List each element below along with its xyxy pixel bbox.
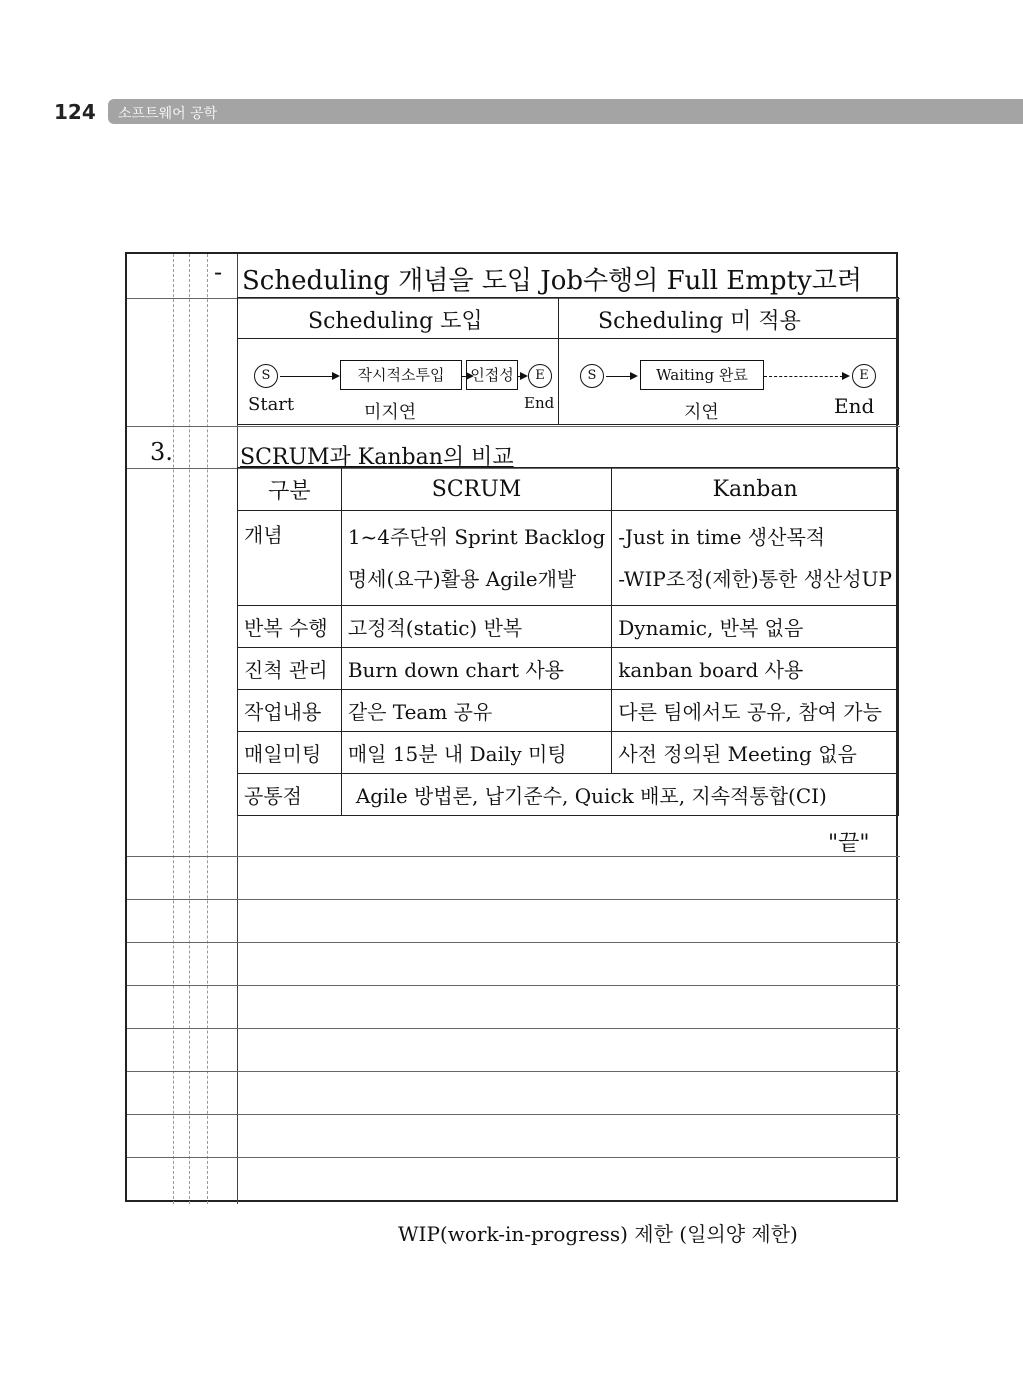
table-cell: kanban board 사용 <box>612 648 899 690</box>
page-header <box>0 98 1023 128</box>
table-header-row <box>238 468 899 511</box>
end-label: End <box>834 394 875 418</box>
page-number: 124 <box>54 100 96 124</box>
column-header: 구분 <box>238 468 342 511</box>
end-mark: "끝" <box>828 831 870 856</box>
flow-caption: 지연 <box>684 402 719 423</box>
table-row <box>238 690 899 732</box>
arrow-icon <box>518 376 526 377</box>
bullet-dash: - <box>214 258 223 286</box>
cell-line: 1~4주단위 Sprint Backlog <box>347 525 606 549</box>
common-points-cell: Agile 방법론, 납기준수, Quick 배포, 지속적통합(CI) <box>341 774 898 816</box>
table-cell: Burn down chart 사용 <box>341 648 611 690</box>
book-title: 소프트웨어 공학 <box>118 106 218 122</box>
comparison-heading: SCRUM과 Kanban의 비교 <box>240 445 514 470</box>
ruled-line <box>127 985 900 986</box>
comparison-table <box>237 467 899 816</box>
table-row <box>238 648 899 690</box>
ruled-line <box>127 856 900 857</box>
margin-line <box>173 254 174 1204</box>
table-divider <box>238 338 898 339</box>
start-label: Start <box>248 394 295 415</box>
ruled-line <box>127 1114 900 1115</box>
column-header: Kanban <box>612 468 899 511</box>
row-label: 개념 <box>238 511 342 606</box>
row-label: 공통점 <box>238 774 342 816</box>
ruled-line <box>127 899 900 900</box>
table-row <box>238 732 899 774</box>
footnote: WIP(work-in-progress) 제한 (일의양 제한) <box>398 1222 798 1246</box>
table-row <box>238 774 899 816</box>
row-label: 작업내용 <box>238 690 342 732</box>
cell-line: 명세(요구)활용 Agile개발 <box>347 567 577 591</box>
table-cell: 같은 Team 공유 <box>341 690 611 732</box>
cell-line: -Just in time 생산목적 <box>618 525 826 549</box>
table-cell: 고정적(static) 반복 <box>341 606 611 648</box>
end-label: End <box>524 394 555 412</box>
ruled-line <box>127 1028 900 1029</box>
scheduling-col-right: Scheduling 미 적용 <box>598 309 801 334</box>
table-cell: 매일 15분 내 Daily 미팅 <box>341 732 611 774</box>
ruled-line <box>127 1071 900 1072</box>
table-row <box>238 511 899 606</box>
arrow-icon <box>280 376 338 377</box>
arrow-icon <box>606 376 636 377</box>
end-node-icon: E <box>852 364 876 388</box>
row-label: 반복 수행 <box>238 606 342 648</box>
end-node-icon: E <box>528 364 552 388</box>
ruled-line <box>127 1157 900 1158</box>
margin-line <box>207 254 208 1204</box>
scheduling-table <box>237 297 899 425</box>
flow-step-box: Waiting 완료 <box>640 360 764 390</box>
flow-step-box: 인접성 <box>466 360 518 390</box>
header-bar <box>108 99 1023 124</box>
table-divider <box>558 298 559 424</box>
table-cell <box>341 511 611 606</box>
row-label: 매일미팅 <box>238 732 342 774</box>
table-cell <box>612 511 899 606</box>
table-cell: Dynamic, 반복 없음 <box>612 606 899 648</box>
flow-step-box: 작시적소투입 <box>340 360 462 390</box>
table-cell: 사전 정의된 Meeting 없음 <box>612 732 899 774</box>
scheduling-col-left: Scheduling 도입 <box>308 309 483 334</box>
section-number: 3. <box>150 438 173 466</box>
cell-line: -WIP조정(제한)통한 생산성UP <box>618 567 892 591</box>
dashed-arrow-icon <box>764 376 848 377</box>
ruled-line <box>127 426 900 427</box>
start-node-icon: S <box>580 364 604 388</box>
row-label: 진척 관리 <box>238 648 342 690</box>
flow-caption: 미지연 <box>364 402 417 423</box>
table-row <box>238 606 899 648</box>
start-node-icon: S <box>254 364 278 388</box>
table-cell: 다른 팀에서도 공유, 참여 가능 <box>612 690 899 732</box>
column-header: SCRUM <box>341 468 611 511</box>
ruled-line <box>127 942 900 943</box>
margin-line <box>189 254 190 1204</box>
scheduling-heading: Scheduling 개념을 도입 Job수행의 Full Empty고려 <box>242 266 862 296</box>
